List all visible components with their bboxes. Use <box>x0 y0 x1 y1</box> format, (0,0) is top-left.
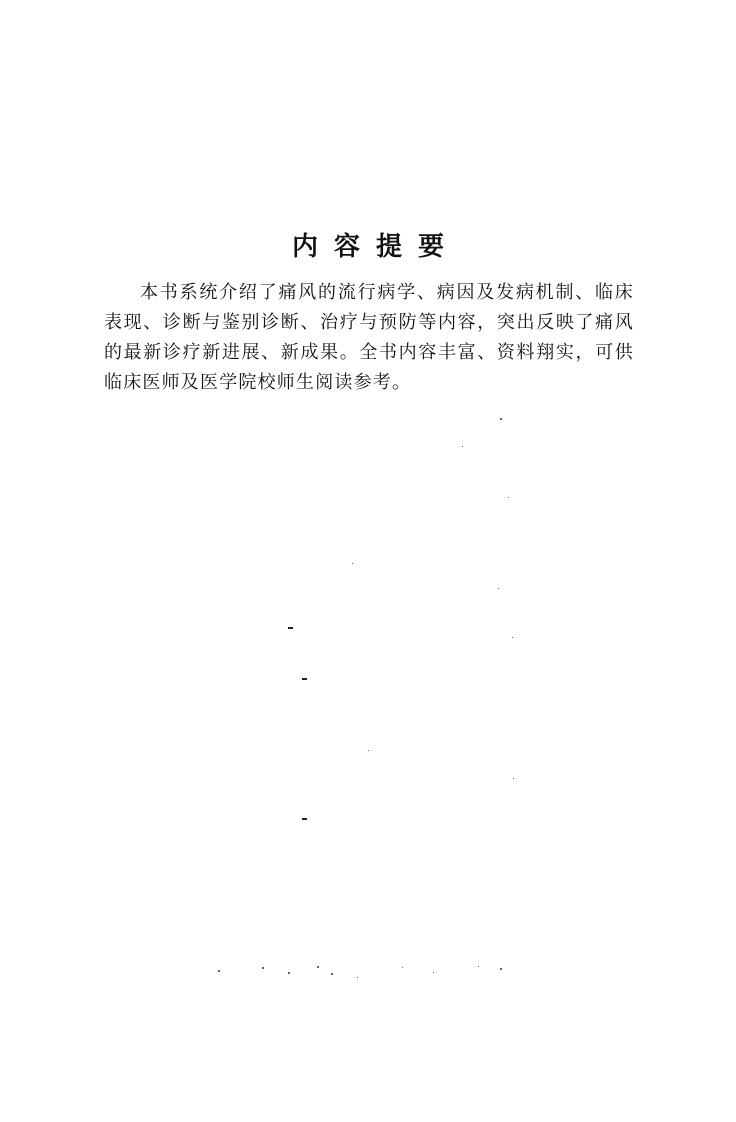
scan-speck <box>462 446 463 447</box>
summary-section <box>104 278 634 398</box>
page-title: 内容提要 <box>291 232 460 263</box>
scan-speck <box>500 418 502 420</box>
scan-speck <box>352 563 353 564</box>
scan-mark <box>288 627 293 629</box>
scan-speck <box>218 970 220 972</box>
scan-mark <box>302 818 307 820</box>
scan-speck <box>288 972 290 974</box>
scan-speck <box>512 637 513 638</box>
scan-speck <box>402 967 403 968</box>
scan-speck <box>433 972 434 973</box>
scan-speck <box>317 966 319 968</box>
scan-speck <box>262 967 264 969</box>
summary-paragraph: 本书系统介绍了痛风的流行病学、病因及发病机制、临床表现、诊断与鉴别诊断、治疗与预防等内容，突出反映了痛风的最新诊疗新进展、新成果。全书内容丰富、资料翔实，可供临床医师及医学院校师生阅读参考。 <box>104 282 634 393</box>
scan-speck <box>478 966 479 967</box>
scan-speck <box>331 973 333 975</box>
scan-speck <box>357 977 358 978</box>
scan-speck <box>498 588 499 589</box>
scan-speck <box>368 750 369 751</box>
scan-speck <box>508 497 509 498</box>
scan-mark <box>302 678 307 680</box>
scan-speck <box>513 778 514 779</box>
scan-speck <box>500 968 502 970</box>
